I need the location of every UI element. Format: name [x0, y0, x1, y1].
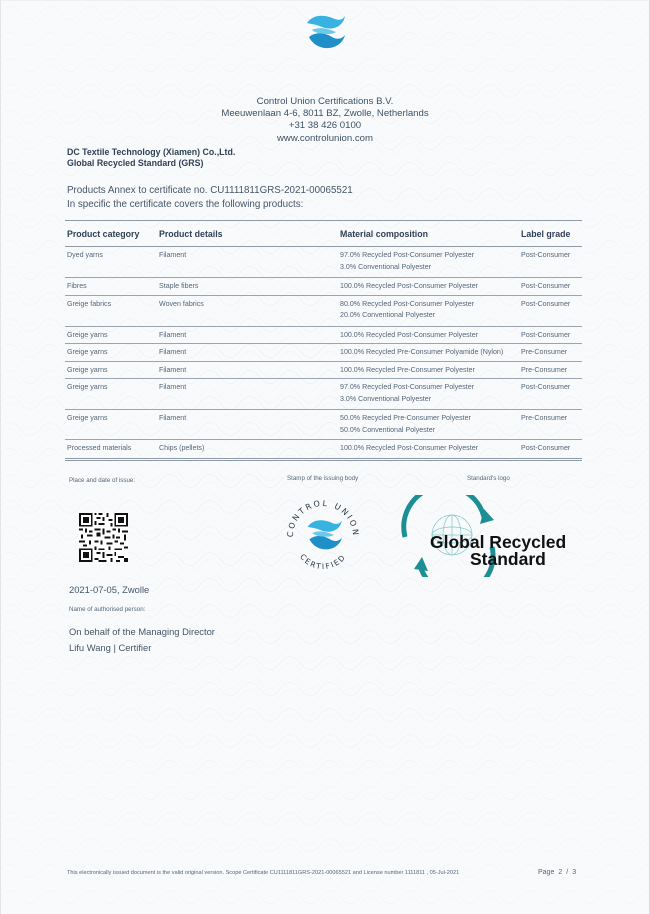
cell-composition: [338, 379, 519, 410]
cell-details: Filament: [157, 326, 338, 344]
composition-line: 100.0% Recycled Post-Consumer Polyester: [340, 444, 478, 452]
header-material-composition: Material composition: [338, 221, 519, 247]
composition-line: 100.0% Recycled Post-Consumer Polyester: [340, 330, 478, 339]
cell-details: Staple fibers: [157, 278, 338, 296]
table-header-row: [65, 221, 582, 247]
cell-composition: [338, 295, 519, 326]
composition-line: 50.0% Conventional Polyester: [340, 425, 436, 434]
header-product-category: Product category: [65, 221, 157, 247]
cell-composition: [338, 326, 519, 344]
cell-composition: [338, 440, 519, 460]
cell-composition: [338, 344, 519, 362]
cell-category: Greige fabrics: [65, 295, 157, 326]
cell-grade: Post-Consumer: [519, 247, 582, 278]
composition-line: 3.0% Conventional Polyester: [340, 394, 432, 403]
table-row: [65, 326, 582, 344]
table-row: [65, 295, 582, 326]
standard-logo-label: Standard's logo: [467, 475, 510, 482]
table-row: [65, 361, 582, 379]
composition-line: 100.0% Recycled Pre-Consumer Polyamide (Nylon): [340, 348, 504, 356]
cell-grade: Post-Consumer: [519, 379, 582, 410]
cell-category: Greige yarns: [65, 361, 157, 379]
cell-category: Dyed yarns: [65, 247, 157, 278]
issuer-website: www.controlunion.com: [277, 132, 373, 144]
annex-intro: [67, 184, 353, 212]
table-row: [65, 344, 582, 362]
grs-logo-line2: Standard: [470, 549, 546, 569]
stamp-top-text: CONTROL UNION: [285, 498, 361, 538]
on-behalf-text: On behalf of the Managing Director: [69, 626, 215, 637]
cell-category: Processed materials: [65, 440, 157, 460]
issue-date: 2021-07-05, Zwolle: [69, 584, 150, 595]
cell-composition: [338, 278, 519, 296]
issuer-address-block: [0, 96, 650, 145]
composition-line: 100.0% Recycled Pre-Consumer Polyester: [340, 365, 475, 374]
annex-certificate-number: Products Annex to certificate no. CU1111811GRS-2021-00065521: [67, 185, 353, 196]
cell-details: Chips (pellets): [157, 440, 338, 460]
composition-line: 3.0% Conventional Polyester: [340, 262, 432, 271]
issuer-name: Control Union Certifications B.V.: [256, 96, 394, 107]
cell-grade: Pre-Consumer: [519, 361, 582, 379]
table-row: [65, 440, 582, 460]
composition-line: 97.0% Recycled Post-Consumer Polyester: [340, 383, 475, 391]
cell-details: Filament: [157, 410, 338, 440]
certificate-holder: [67, 147, 235, 169]
header-label-grade: Label grade: [519, 221, 582, 247]
issuer-phone: +31 38 426 0100: [288, 120, 362, 132]
cell-category: Greige yarns: [65, 410, 157, 440]
holder-standard: Global Recycled Standard (GRS): [67, 158, 204, 168]
place-date-label: Place and date of issue:: [69, 477, 136, 484]
svg-text:CERTIFIED: [298, 552, 348, 571]
annex-scope-text: In specific the certificate covers the following products:: [67, 199, 304, 210]
cell-grade: Pre-Consumer: [519, 344, 582, 362]
global-recycled-standard-logo: [400, 495, 580, 577]
cell-category: Greige yarns: [65, 379, 157, 410]
page-indicator: [536, 869, 578, 876]
stamp-bottom-text: CERTIFIED: [298, 552, 348, 572]
table-row: [65, 247, 582, 278]
cell-details: Woven fabrics: [157, 295, 338, 326]
cell-grade: Post-Consumer: [519, 295, 582, 326]
table-row: [65, 278, 582, 296]
composition-line: 80.0% Recycled Post-Consumer Polyester: [340, 299, 475, 308]
page-label: Page: [538, 869, 555, 876]
cell-details: Filament: [157, 344, 338, 362]
cell-details: Filament: [157, 379, 338, 410]
issuer-address: Meeuwenlaan 4-6, 8011 BZ, Zwolle, Netherlands: [221, 108, 429, 120]
cell-composition: [338, 410, 519, 440]
cell-composition: [338, 361, 519, 379]
cell-grade: Pre-Consumer: [519, 410, 582, 440]
control-union-logo: [304, 11, 346, 51]
composition-line: 97.0% Recycled Post-Consumer Polyester: [340, 251, 475, 259]
grs-logo-line1: Global Recycled: [430, 532, 567, 552]
certifier-name: Lifu Wang | Certifier: [69, 642, 152, 653]
products-table: [65, 220, 582, 461]
cell-category: Fibres: [65, 278, 157, 296]
cell-category: Greige yarns: [65, 344, 157, 362]
page-total: 3: [572, 869, 577, 876]
composition-line: 20.0% Conventional Polyester: [340, 311, 436, 319]
authorised-person-label: Name of authorised person:: [69, 606, 146, 613]
cell-details: Filament: [157, 247, 338, 278]
table-row: [65, 410, 582, 440]
control-union-certified-stamp: [280, 491, 366, 577]
qr-code[interactable]: [79, 513, 128, 562]
cell-grade: Post-Consumer: [519, 278, 582, 296]
cell-details: Filament: [157, 361, 338, 379]
cell-category: Greige yarns: [65, 326, 157, 344]
holder-company: DC Textile Technology (Xiamen) Co.,Ltd.: [67, 147, 236, 157]
table-row: [65, 379, 582, 410]
authorised-signer: [69, 624, 215, 656]
composition-line: 50.0% Recycled Pre-Consumer Polyester: [340, 414, 471, 422]
stamp-label: Stamp of the issuing body: [287, 475, 359, 482]
cell-composition: [338, 247, 519, 278]
page-separator: /: [566, 869, 569, 876]
footer-disclaimer: This electronically issued document is the valid original version. Scope Certificate CU1111811GRS-2021-00065521 and License number 1111811 , 05-Jul-2021: [67, 870, 460, 876]
cell-grade: Post-Consumer: [519, 326, 582, 344]
header-product-details: Product details: [157, 221, 338, 247]
composition-line: 100.0% Recycled Post-Consumer Polyester: [340, 282, 478, 290]
page-current: 2: [558, 869, 563, 876]
cell-grade: Post-Consumer: [519, 440, 582, 460]
